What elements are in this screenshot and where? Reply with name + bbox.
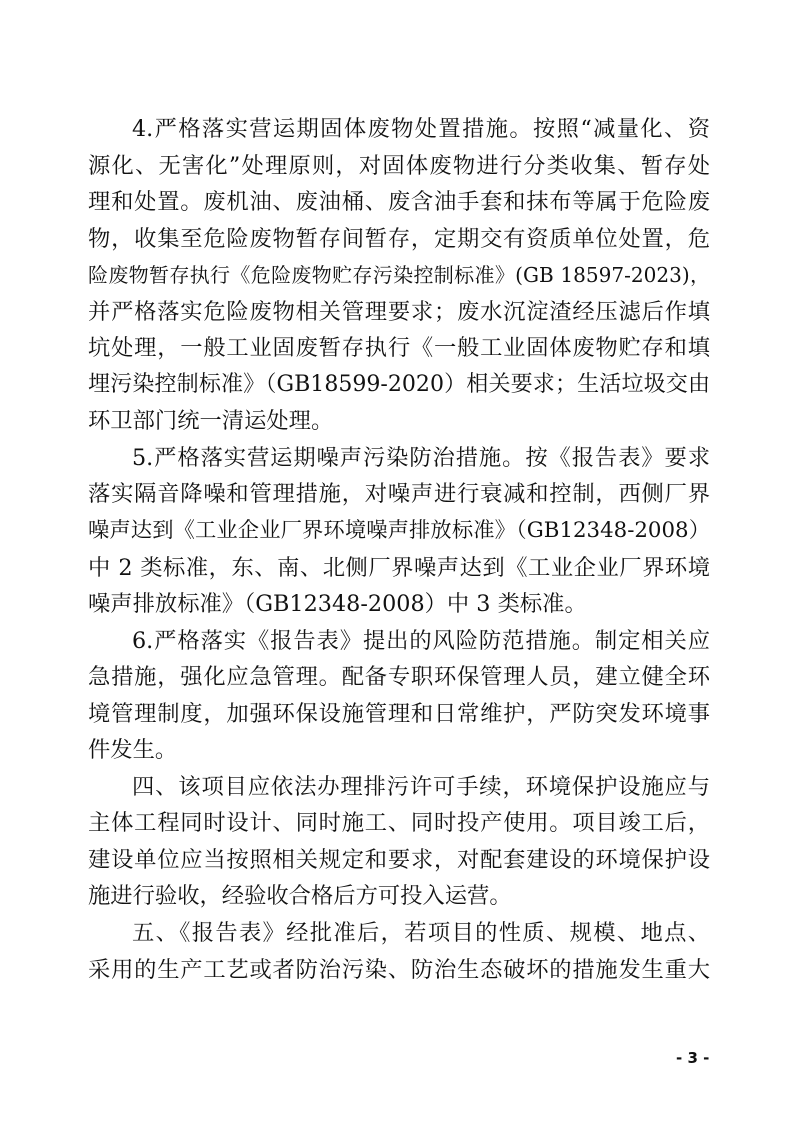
text-line: 并严格落实危险废物相关管理要求；废水沉淀渣经压滤后作填 — [88, 298, 710, 325]
text-line: 急措施，强化应急管理。配备专职环保管理人员，建立健全环 — [88, 664, 710, 691]
text-line: 4.严格落实营运期固体废物处置措施。按照“减量化、资 — [132, 116, 710, 142]
text-line: 理和处置。废机油、废油桶、废含油手套和抹布等属于危险废 — [88, 189, 710, 216]
text-line: 险废物暂存执行《危险废物贮存污染控制标准》(GB 18597-2023)， — [88, 263, 710, 288]
text-line: 5.严格落实营运期噪声污染防治措施。按《报告表》要求 — [132, 444, 710, 471]
paragraph-approval — [88, 915, 710, 988]
paragraph-risk — [88, 623, 710, 769]
text-line: 噪声达到《工业企业厂界环境噪声排放标准》（GB12348-2008） — [88, 518, 710, 544]
text-line: 坑处理，一般工业固废暂存执行《一般工业固体废物贮存和填 — [88, 335, 710, 362]
text-line: 施进行验收，经验收合格后方可投入运营。 — [88, 883, 512, 910]
text-line: 埋污染控制标准》（GB18599-2020）相关要求；生活垃圾交由 — [88, 371, 710, 397]
document-body — [88, 111, 710, 988]
text-line: 建设单位应当按照相关规定和要求，对配套建设的环境保护设 — [88, 846, 710, 873]
text-line: 源化、无害化”处理原则，对固体废物进行分类收集、暂存处 — [88, 152, 710, 179]
text-line: 件发生。 — [88, 737, 178, 764]
paragraph-noise — [88, 440, 710, 623]
text-line: 6.严格落实《报告表》提出的风险防范措施。制定相关应 — [132, 627, 710, 654]
text-line: 中 2 类标准，东、南、北侧厂界噪声达到《工业企业厂界环境 — [88, 554, 710, 581]
text-line: 噪声排放标准》（GB12348-2008）中 3 类标准。 — [88, 591, 587, 618]
paragraph-solid-waste — [88, 111, 710, 440]
text-line: 四、该项目应依法办理排污许可手续，环境保护设施应与 — [132, 773, 710, 800]
text-line: 五、《报告表》经批准后，若项目的性质、规模、地点、 — [132, 920, 710, 947]
page-number: - 3 - — [676, 1049, 710, 1067]
text-line: 采用的生产工艺或者防治污染、防治生态破坏的措施发生重大 — [88, 956, 710, 983]
paragraph-permit — [88, 769, 710, 915]
text-line: 主体工程同时设计、同时施工、同时投产使用。项目竣工后， — [88, 810, 710, 837]
text-line: 落实隔音降噪和管理措施，对噪声进行衰减和控制，西侧厂界 — [88, 481, 710, 508]
text-line: 环卫部门统一清运处理。 — [88, 408, 334, 435]
text-line: 境管理制度，加强环保设施管理和日常维护，严防突发环境事 — [88, 700, 710, 727]
text-line: 物，收集至危险废物暂存间暂存，定期交有资质单位处置，危 — [88, 225, 710, 252]
